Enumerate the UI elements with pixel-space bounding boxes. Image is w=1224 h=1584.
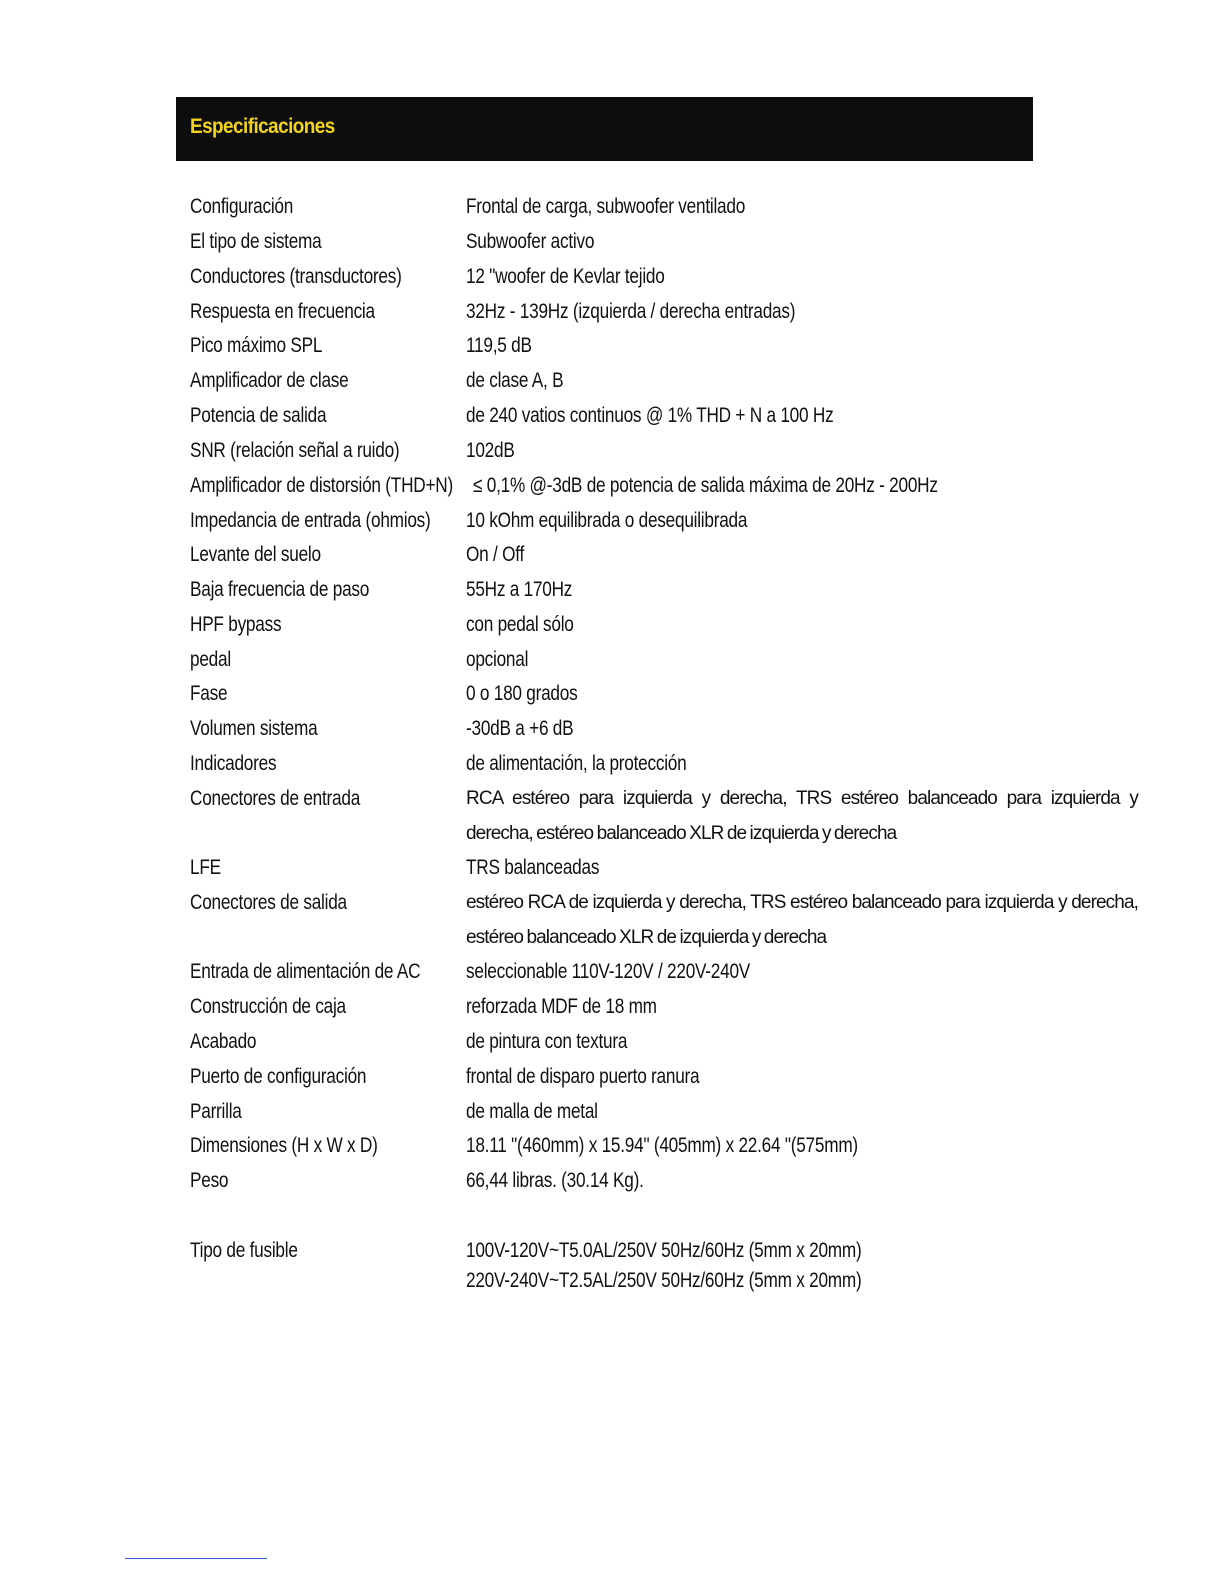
spec-label: Baja frecuencia de paso — [190, 578, 370, 601]
spec-value: opcional — [466, 648, 529, 671]
spec-label: El tipo de sistema — [190, 230, 322, 253]
spec-value: Frontal de carga, subwoofer ventilado — [466, 195, 746, 218]
spec-value: con pedal sólo — [466, 613, 574, 636]
spec-value: seleccionable 110V-120V / 220V-240V — [466, 960, 751, 983]
spec-value: estéreo RCA de izquierda y derecha, TRS estéreo balanceado para izquierda y derecha, estéreo balanceado XLR de izquierda y derecha — [466, 892, 1138, 948]
spec-value: reforzada MDF de 18 mm — [466, 995, 657, 1018]
spec-label: pedal — [190, 648, 231, 671]
spec-label: Potencia de salida — [190, 404, 327, 427]
footer-rule — [125, 1558, 267, 1559]
spec-label: HPF bypass — [190, 613, 282, 636]
fuse-line: 100V-120V~T5.0AL/250V 50Hz/60Hz (5mm x 20mm) — [466, 1239, 862, 1262]
spec-label: Pico máximo SPL — [190, 334, 323, 357]
spec-label: Puerto de configuración — [190, 1065, 367, 1088]
fuse-label: Tipo de fusible — [190, 1239, 298, 1262]
spec-label: Dimensiones (H x W x D) — [190, 1134, 378, 1157]
spec-label: Fase — [190, 682, 228, 705]
spec-value: 119,5 dB — [466, 334, 532, 357]
spec-label: Conectores de salida — [190, 891, 347, 914]
spec-value: frontal de disparo puerto ranura — [466, 1065, 700, 1088]
spec-label: Construcción de caja — [190, 995, 346, 1018]
section-title: Especificaciones — [190, 115, 335, 138]
spec-value: 32Hz - 139Hz (izquierda / derecha entradas) — [466, 300, 796, 323]
spec-value: 66,44 libras. (30.14 Kg). — [466, 1169, 644, 1192]
spec-label: Amplificador de distorsión (THD+N) — [190, 474, 453, 497]
spec-value: de pintura con textura — [466, 1030, 628, 1053]
spec-label: LFE — [190, 856, 221, 879]
spec-label: Peso — [190, 1169, 229, 1192]
spec-label: Configuración — [190, 195, 294, 218]
spec-value: Subwoofer activo — [466, 230, 595, 253]
spec-label: Volumen sistema — [190, 717, 318, 740]
spec-value: On / Off — [466, 543, 525, 566]
spec-value: de clase A, B — [466, 369, 564, 392]
spec-label: Levante del suelo — [190, 543, 321, 566]
spec-label: Impedancia de entrada (ohmios) — [190, 509, 431, 532]
spec-label: Conectores de entrada — [190, 787, 361, 810]
spec-value: 18.11 "(460mm) x 15.94" (405mm) x 22.64 "(575mm) — [466, 1134, 858, 1157]
spec-value: TRS balanceadas — [466, 856, 600, 879]
spec-value: 0 o 180 grados — [466, 682, 578, 705]
spec-value: de 240 vatios continuos @ 1% THD + N a 100 Hz — [466, 404, 834, 427]
spec-value: de malla de metal — [466, 1100, 598, 1123]
spec-value: 12 "woofer de Kevlar tejido — [466, 265, 665, 288]
spec-label: Parrilla — [190, 1100, 242, 1123]
spec-label: Indicadores — [190, 752, 277, 775]
spec-label: Respuesta en frecuencia — [190, 300, 375, 323]
section-header — [176, 97, 1033, 161]
spec-value: 102dB — [466, 439, 515, 462]
spec-value: 10 kOhm equilibrada o desequilibrada — [466, 509, 748, 532]
spec-label: Amplificador de clase — [190, 369, 349, 392]
spec-label: Conductores (transductores) — [190, 265, 402, 288]
spec-value: -30dB a +6 dB — [466, 717, 574, 740]
spec-label: Entrada de alimentación de AC — [190, 960, 421, 983]
spec-value: RCA estéreo para izquierda y derecha, TRS estéreo balanceado para izquierda y derecha, estéreo balanceado XLR de izquierda y derecha — [466, 788, 1138, 844]
spec-value: de alimentación, la protección — [466, 752, 687, 775]
spec-label: Acabado — [190, 1030, 257, 1053]
fuse-line: 220V-240V~T2.5AL/250V 50Hz/60Hz (5mm x 20mm) — [466, 1269, 862, 1292]
spec-label: SNR (relación señal a ruido) — [190, 439, 400, 462]
spec-value: ≤ 0,1% @-3dB de potencia de salida máxima de 20Hz - 200Hz — [473, 474, 938, 497]
spec-value: 55Hz a 170Hz — [466, 578, 573, 601]
